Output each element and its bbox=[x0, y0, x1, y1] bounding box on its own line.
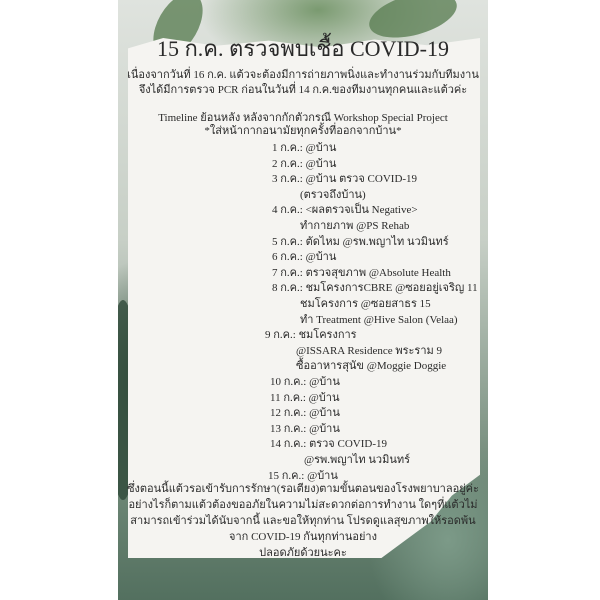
timeline-entry: 14 ก.ค.: ตรวจ COVID-19 bbox=[270, 438, 387, 451]
closing-line: ปลอดภัยด้วยนะคะ bbox=[259, 547, 347, 559]
timeline-entry: 7 ก.ค.: ตรวจสุขภาพ @Absolute Health bbox=[272, 266, 451, 279]
timeline-entry: ทำกายภาพ @PS Rehab bbox=[300, 220, 410, 232]
closing-line: จาก COVID-19 กันทุกท่านอย่าง bbox=[229, 531, 377, 543]
timeline-entry: ซื้ออาหารสุนัข @Moggie Doggie bbox=[296, 360, 447, 373]
timeline-entry: @รพ.พญาไท นวมินทร์ bbox=[304, 454, 410, 466]
timeline-header: Timeline ย้อนหลัง หลังจากกักตัวกรณี Workshop Special Project bbox=[158, 112, 448, 124]
timeline-entry: 1 ก.ค.: @บ้าน bbox=[272, 142, 337, 154]
post-image bbox=[118, 0, 488, 600]
timeline-entry: 6 ก.ค.: @บ้าน bbox=[272, 251, 337, 264]
timeline-entry: 4 ก.ค.: <ผลตรวจเป็น Negative> bbox=[272, 204, 418, 217]
timeline-entry: 2 ก.ค.: @บ้าน bbox=[272, 157, 337, 170]
timeline-entry: 12 ก.ค.: @บ้าน bbox=[270, 407, 340, 420]
timeline-entry: (ตรวจถึงบ้าน) bbox=[300, 188, 366, 201]
timeline-entry: 5 ก.ค.: ตัดไหม @รพ.พญาไท นวมินทร์ bbox=[272, 235, 449, 248]
timeline-entry: 3 ก.ค.: @บ้าน ตรวจ COVID-19 bbox=[272, 173, 418, 186]
timeline-entry: @ISSARA Residence พระราม 9 bbox=[296, 344, 443, 357]
intro-line: จึงได้มีการตรวจ PCR ก่อนในวันที่ 14 ก.ค.ของทีมงานทุกคนและแต้วค่ะ bbox=[138, 84, 468, 96]
timeline-entry: 11 ก.ค.: @บ้าน bbox=[270, 391, 340, 404]
timeline-entry: ทำ Treatment @Hive Salon (Velaa) bbox=[300, 313, 458, 326]
timeline-entry: 8 ก.ค.: ชมโครงการCBRE @ซอยอยู่เจริญ 11 bbox=[272, 282, 478, 295]
timeline-entry: 15 ก.ค.: @บ้าน bbox=[268, 469, 338, 482]
closing-line: สามารถเข้าร่วมได้นับจากนี้ และขอให้ทุกท่าน โปรดดูแลสุขภาพให้รอดพ้น bbox=[130, 515, 476, 527]
timeline-entry: 13 ก.ค.: @บ้าน bbox=[270, 422, 340, 435]
post-title: 15 ก.ค. ตรวจพบเชื้อ COVID-19 bbox=[156, 36, 449, 61]
timeline-entry: 9 ก.ค.: ชมโครงการ bbox=[265, 329, 357, 342]
timeline-entry: ชมโครงการ @ซอยสาธร 15 bbox=[300, 298, 431, 310]
timeline-entry: 10 ก.ค.: @บ้าน bbox=[270, 376, 340, 388]
intro-line: เนื่องจากวันที่ 16 ก.ค. แต้วจะต้องมีการถ่ายภาพนิ่งและทำงานร่วมกับทีมงาน bbox=[127, 69, 479, 81]
closing-line: ซึ่งตอนนี้แต้วรอเข้ารับการรักษา(รอเตียง)ตามขั้นตอนของโรงพยาบาลอยู่ค่ะ bbox=[127, 483, 479, 495]
closing-line: อย่างไรก็ตามแต้วต้องขออภัยในความไม่สะดวกต่อการทำงาน ใดๆที่แต้วไม่ bbox=[128, 499, 478, 511]
timeline-note: *ใส่หน้ากากอนามัยทุกครั้งที่ออกจากบ้าน* bbox=[204, 125, 402, 137]
